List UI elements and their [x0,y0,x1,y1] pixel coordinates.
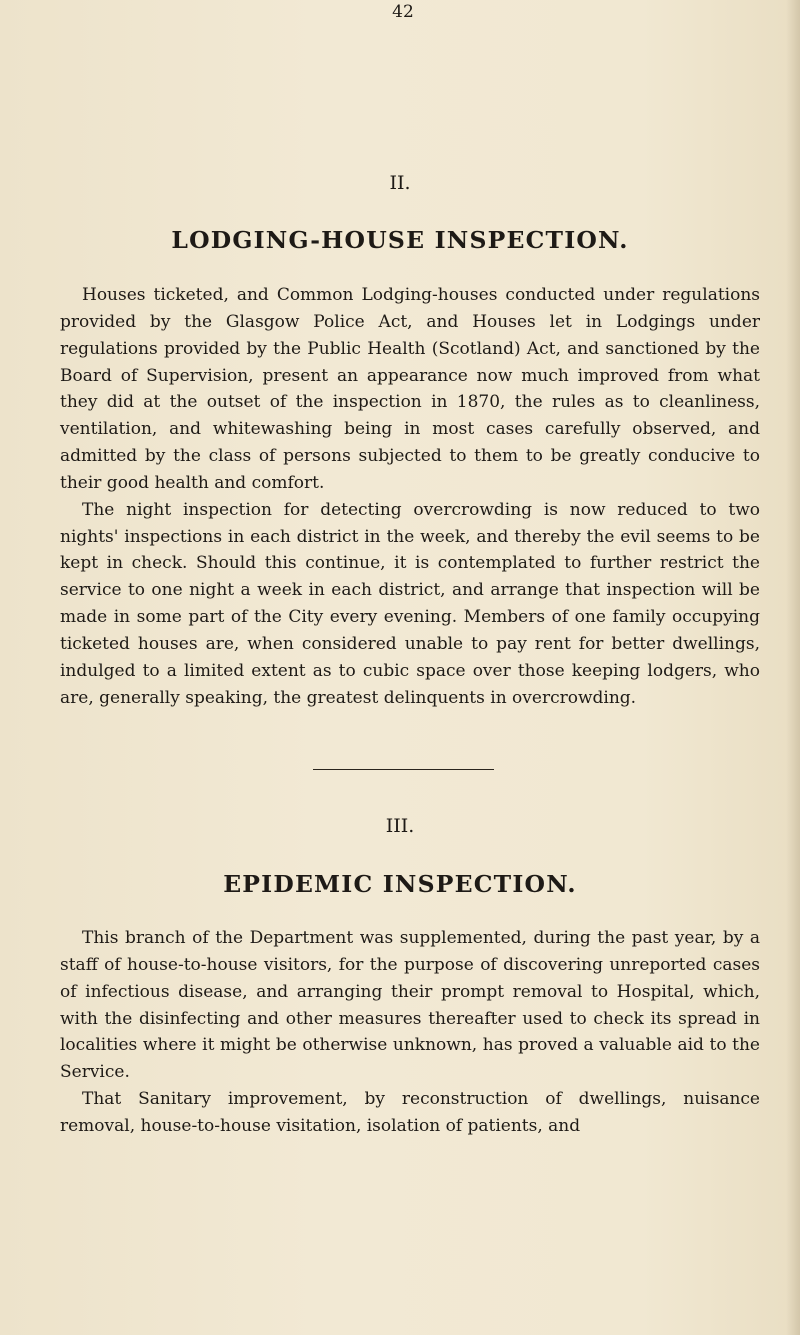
section-body-lodging-house [60,282,760,712]
page-edge-shadow [786,0,800,1335]
section-divider [313,769,494,770]
section-body-epidemic [60,925,760,1140]
page-number: 42 [392,2,414,22]
paragraph: Houses ticketed, and Common Lodging-houses conducted under regulations provided by the Glasgow Police Act, and Houses let in Lodgings under regulations provided by the Public Health (Scotland) Act, and sanctioned by the Board of Supervision, present an appearance now much improved from what they did at the outset of the inspection in 1870, the rules as to cleanliness, ventilation, and whitewashing being in most cases carefully observed, and admitted by the class of persons subjected to them to be greatly conducive to their good health and comfort. [60,285,760,493]
paragraph: That Sanitary improvement, by reconstruction of dwellings, nuisance removal, house-to-house visitation, isolation of patients, and [60,1089,760,1136]
section-numeral-ii: II. [389,172,411,194]
section-heading-lodging-house: LODGING-HOUSE INSPECTION. [171,226,629,254]
section-heading-epidemic: EPIDEMIC INSPECTION. [223,870,577,898]
paragraph: This branch of the Department was supplemented, during the past year, by a staff of house-to-house visitors, for the purpose of discovering unreported cases of infectious disease, and arranging their prompt removal to Hospital, which, with the disinfecting and other measures thereafter used to check its spread in localities where it might be otherwise unknown, has proved a valuable aid to the Service. [60,928,760,1083]
section-numeral-iii: III. [385,815,415,837]
paragraph: The night inspection for detecting overcrowding is now reduced to two nights' inspections in each district in the week, and thereby the evil seems to be kept in check. Should this continue, it is contemplated to further restrict the service to one night a week in each district, and arrange that inspection will be made in some part of the City every evening. Members of one family occupying ticketed houses are, when considered unable to pay rent for better dwellings, indulged to a limited extent as to cubic space over those keeping lodgers, who are, generally speaking, the greatest delinquents in overcrowding. [60,499,760,708]
